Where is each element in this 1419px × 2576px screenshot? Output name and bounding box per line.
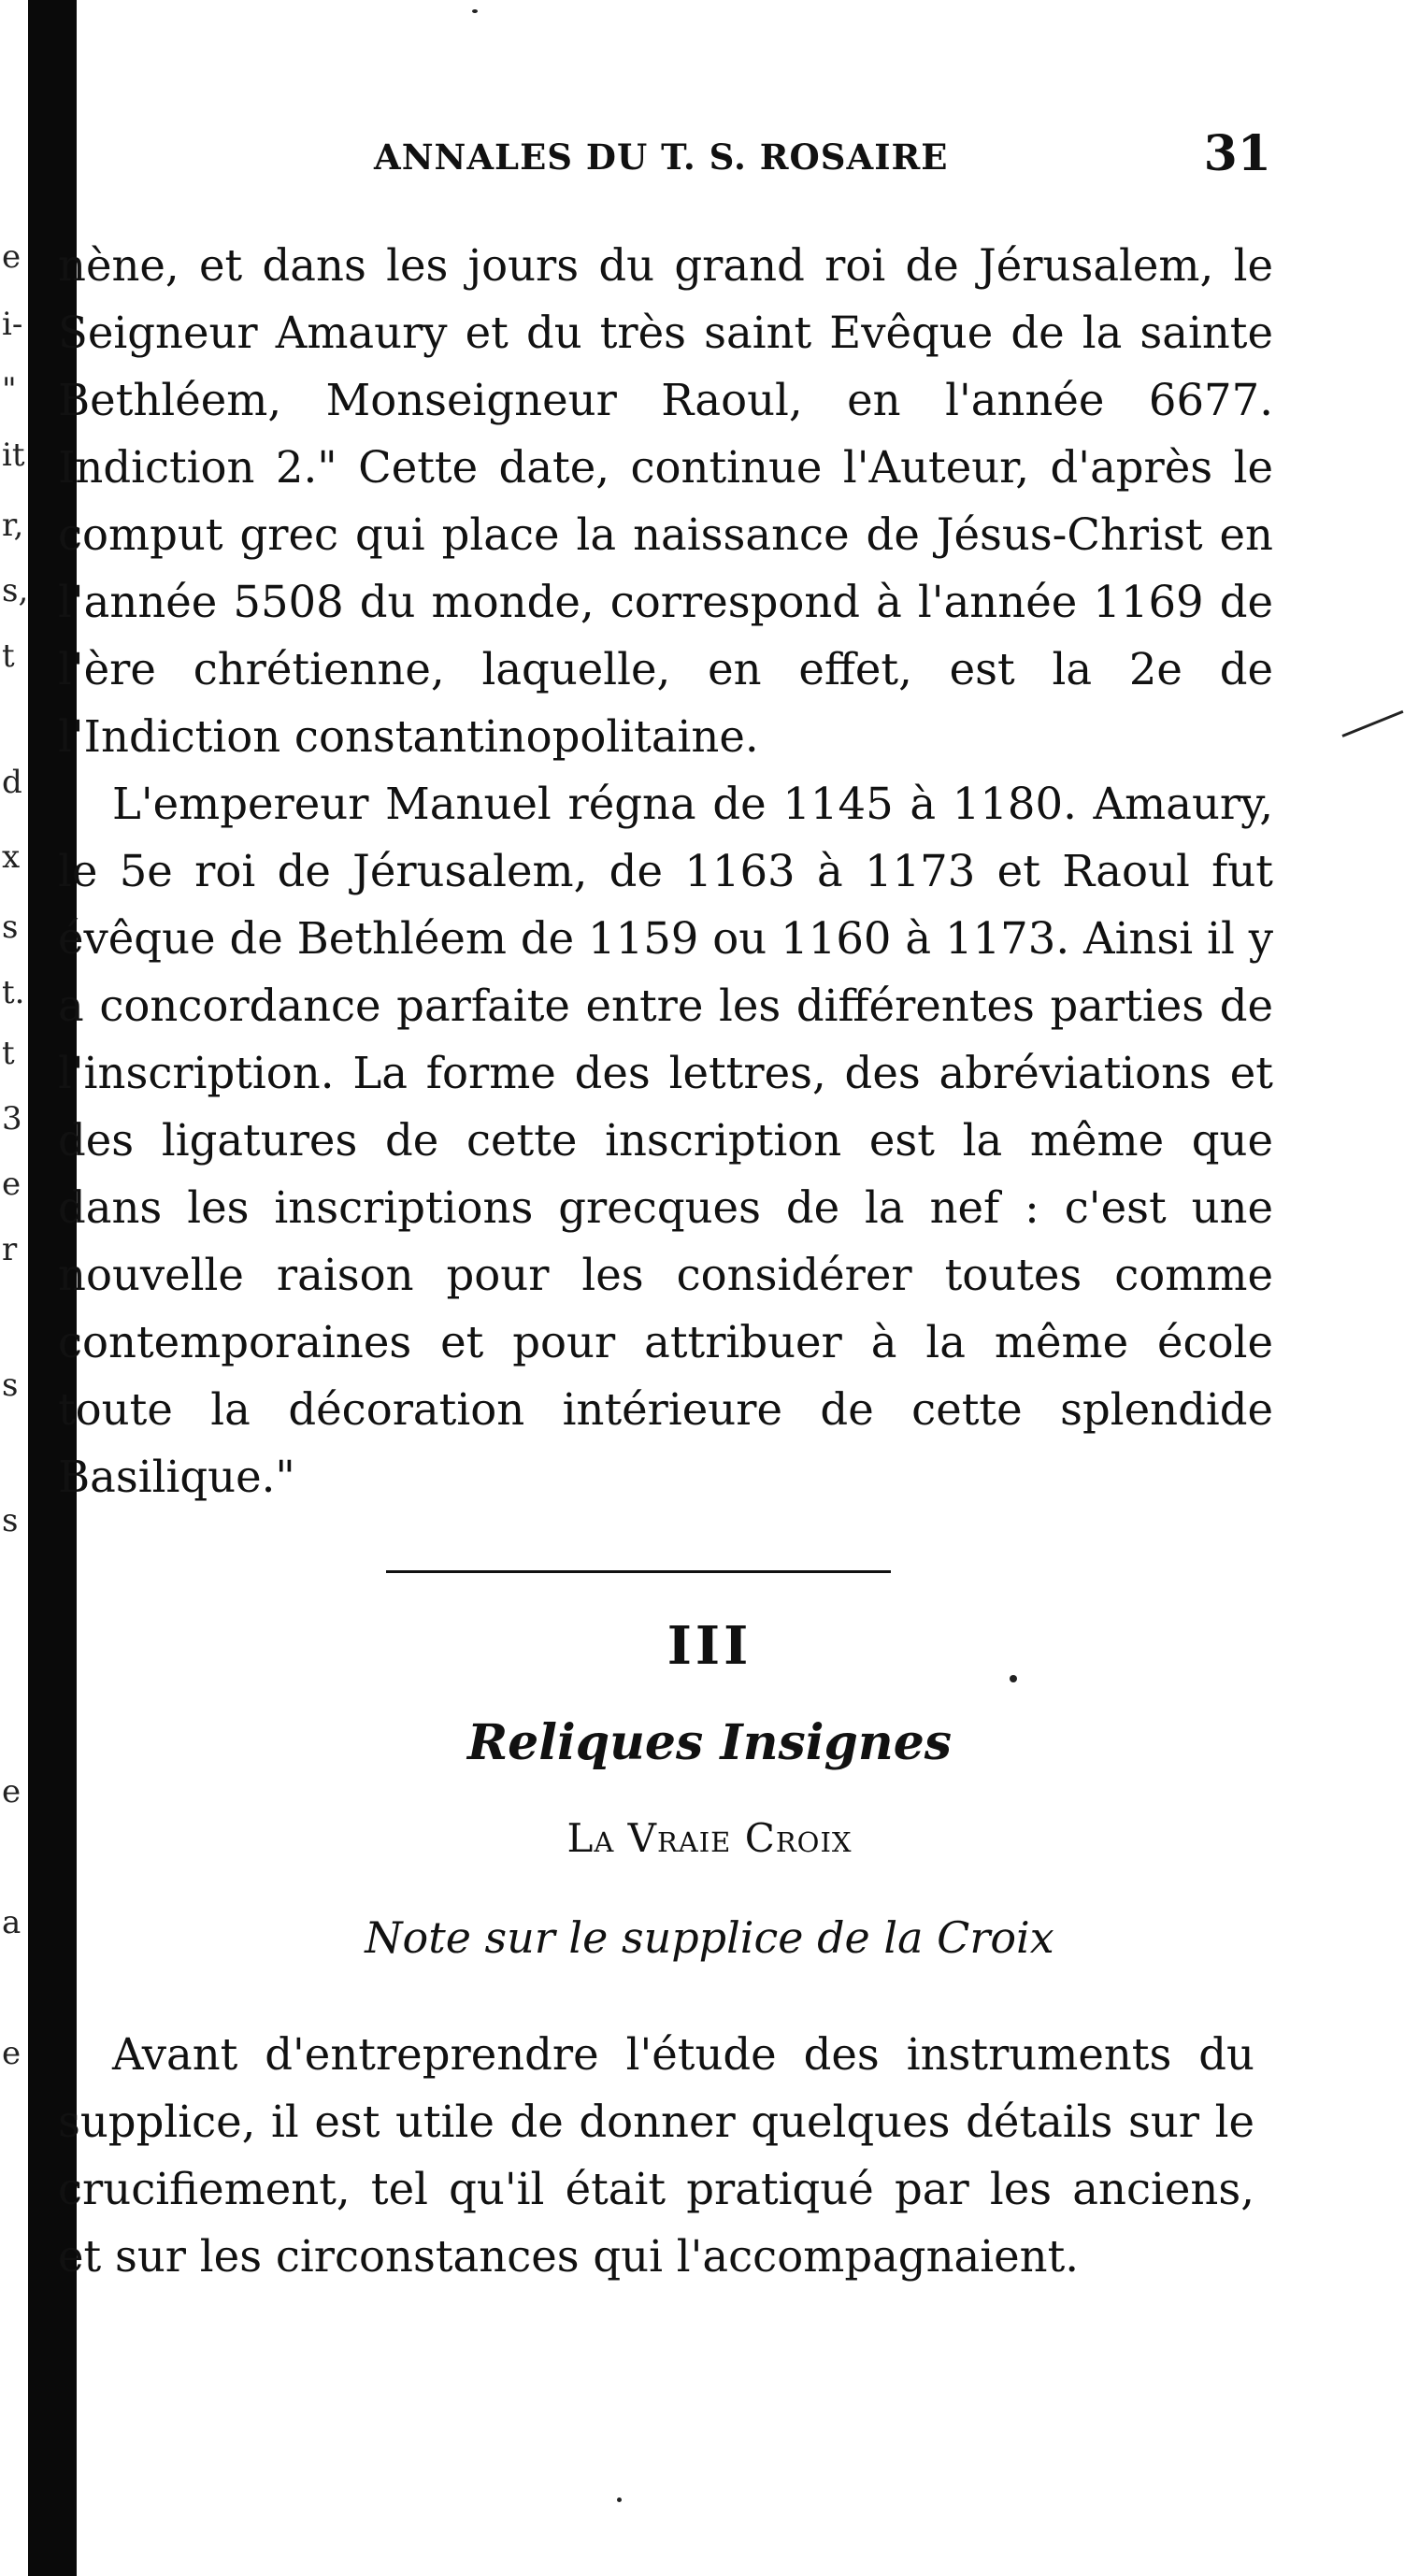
paragraph: Avant d'entreprendre l'étude des instruments du supplice, il est utile de donner quelques détails sur le crucifiement, tel qu'il était pratiqué par les anciens, et sur les circonstances qui l'accompagnaient. [58,2029,1254,2282]
section-note-heading: Note sur le supplice de la Croix [365,1912,1054,1963]
running-header [374,125,1271,187]
margin-fragment: 3 [2,1100,22,1138]
adjacent-page-margin [0,0,28,2576]
margin-fragment: s [2,1502,19,1539]
page-number: 31 [1203,125,1271,182]
margin-fragment: a [2,1904,22,1941]
margin-fragment: e [2,238,22,276]
section-divider-rule [386,1570,891,1573]
running-title: ANNALES DU T. S. ROSAIRE [374,136,949,178]
section-title: Reliques Insignes [466,1714,953,1771]
margin-fragment: s [2,909,19,946]
margin-fragment: r, [2,507,24,544]
stray-pen-mark [1341,710,1403,737]
body-text [58,232,1273,1510]
margin-fragment: x [2,838,21,876]
paragraph: L'empereur Manuel régna de 1145 à 1180. Amaury, le 5e roi de Jérusalem, de 1163 à 1173 et Raoul fut évêque de Bethléem de 1159 ou 1160 à 1173. Ainsi il y a concordance parfaite entre les différentes parties de l'inscription. La forme des lettres, des abréviations et des ligatures de cette inscription est la même que dans les inscriptions grecques de la nef : c'est une nouvelle raison pour les considérer toutes comme contemporaines et pour attribuer à la même école toute la décoration intérieure de cette splendide Basilique." [58,779,1273,1502]
margin-fragment: t [2,637,15,675]
margin-fragment: it [2,436,25,474]
section-number: III [666,1615,752,1677]
margin-fragment: e [2,1773,22,1810]
margin-fragment: r [2,1231,18,1268]
print-speck [617,2497,622,2502]
margin-fragment: s, [2,572,29,609]
margin-fragment: e [2,2035,22,2072]
paragraph-continuation: nène, et dans les jours du grand roi de Jérusalem, le Seigneur Amaury et du très saint Evêque de la sainte Bethléem, Monseigneur Raoul, en l'année 6677. Indiction 2." Cette date, continue l'Auteur, d'après le comput grec qui place la naissance de Jésus-Christ en l'année 5508 du monde, correspond à l'année 1169 de l'ère chrétienne, laquelle, en effet, est la 2e de l'Indiction constantinopolitaine. [58,240,1273,762]
margin-fragment: s [2,1367,19,1404]
margin-fragment: t [2,1035,15,1072]
margin-fragment: t. [2,974,25,1011]
section-body-text [58,2021,1254,2290]
print-speck [1010,1675,1017,1682]
section-subtitle: La Vraie Croix [566,1815,853,1861]
margin-fragment: i- [2,306,23,343]
margin-fragment: " [2,371,17,408]
margin-fragment: d [2,764,22,801]
margin-fragment: e [2,1166,22,1203]
print-speck [472,9,478,13]
